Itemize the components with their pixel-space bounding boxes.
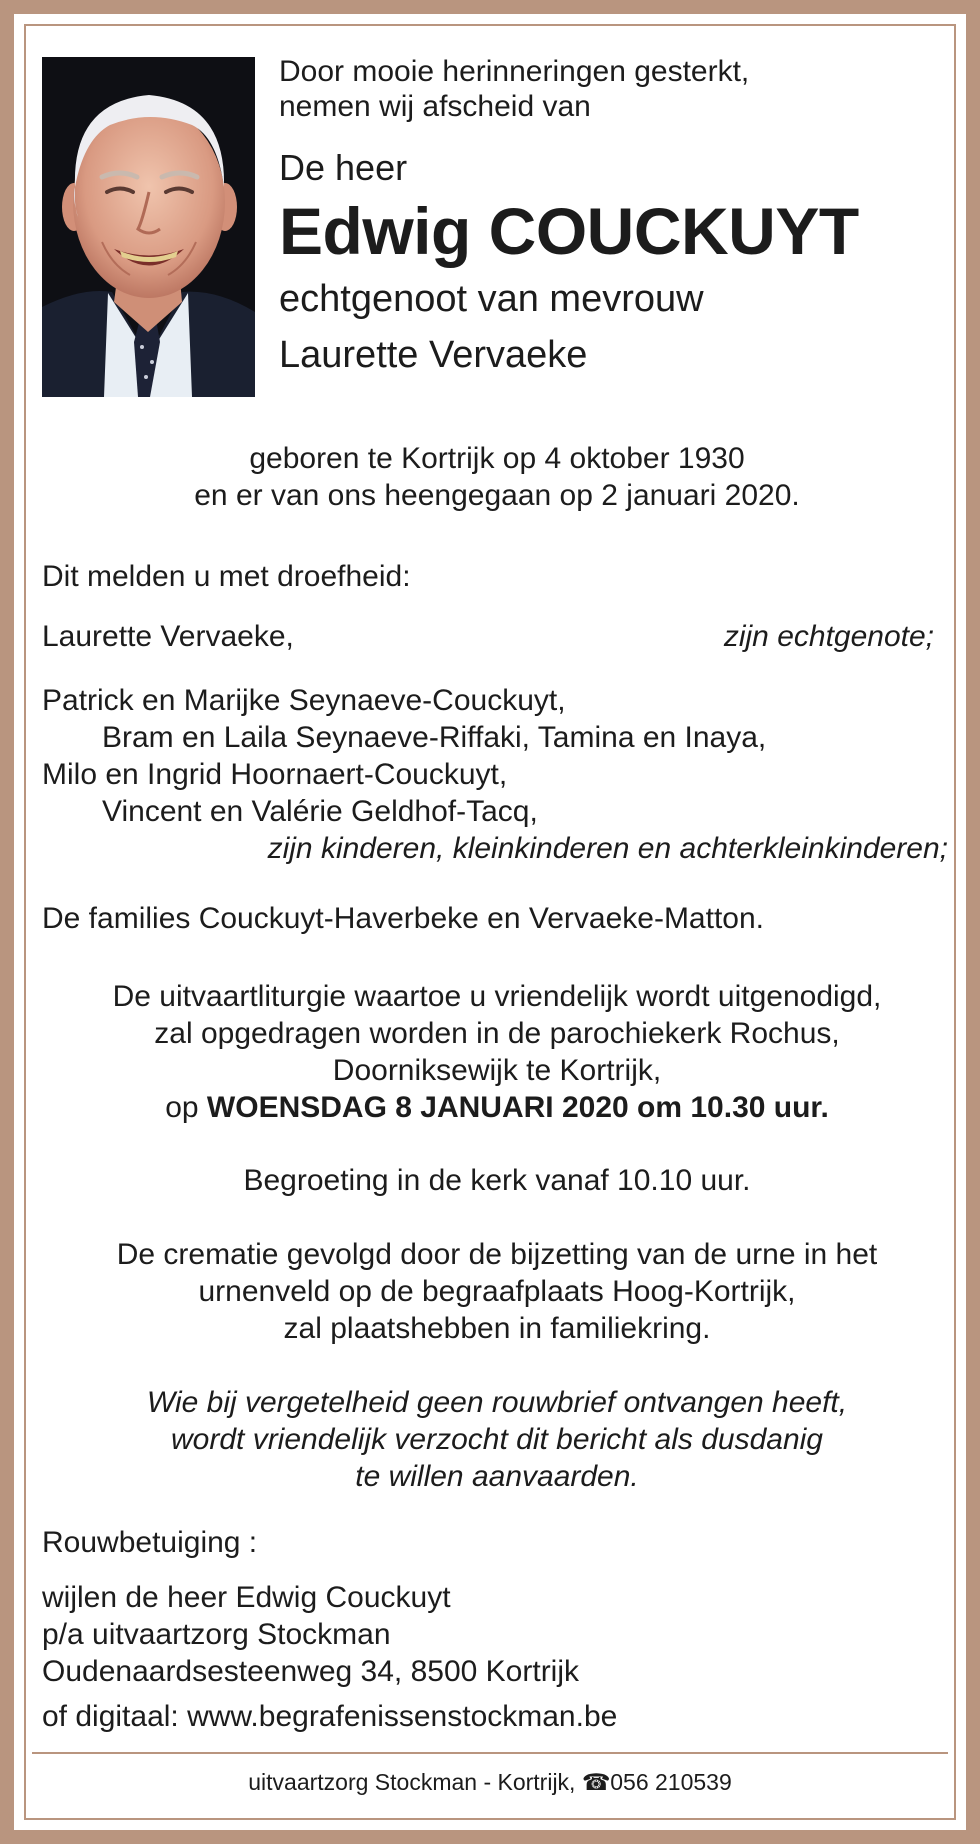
footer-divider bbox=[32, 1752, 948, 1754]
families-line bbox=[42, 900, 952, 937]
condolences-label: Rouwbetuiging : bbox=[42, 1526, 258, 1559]
greeting-block bbox=[42, 1162, 952, 1199]
spouse-line-1: echtgenoot van mevrouw bbox=[279, 278, 704, 320]
funeral-date: WOENSDAG 8 JANUARI 2020 om 10.30 uur. bbox=[206, 1091, 829, 1124]
portrait-illustration bbox=[42, 57, 255, 397]
birth-line-2: en er van ons heengegaan op 2 januari 2020. bbox=[194, 479, 800, 512]
intro-line-1: Door mooie herinneringen gesterkt, bbox=[279, 55, 750, 88]
cremation-block bbox=[42, 1236, 952, 1347]
families-text: De families Couckuyt-Haverbeke en Vervaeke-Matton. bbox=[42, 902, 764, 935]
notice-block bbox=[42, 1384, 952, 1495]
spouse-row bbox=[42, 618, 952, 655]
funeral-block bbox=[42, 978, 952, 1126]
condolences-line-3: Oudenaardsesteenweg 34, 8500 Kortrijk bbox=[42, 1655, 580, 1688]
funeral-line-1: De uitvaartliturgie waartoe u vriendelijk wordt uitgenodigd, bbox=[112, 980, 882, 1013]
notice-line-1: Wie bij vergetelheid geen rouwbrief ontvangen heeft, bbox=[146, 1386, 848, 1419]
condolences-block bbox=[42, 1524, 952, 1735]
header-text bbox=[279, 54, 939, 382]
cremation-line-3: zal plaatshebben in familiekring. bbox=[283, 1312, 711, 1345]
funeral-line-2: zal opgedragen worden in de parochiekerk Rochus, bbox=[154, 1017, 840, 1050]
birth-line-1: geboren te Kortrijk op 4 oktober 1930 bbox=[249, 442, 745, 475]
footer bbox=[26, 1767, 954, 1797]
intro-line-2: nemen wij afscheid van bbox=[279, 90, 591, 123]
cremation-line-1: De crematie gevolgd door de bijzetting van de urne in het bbox=[116, 1238, 878, 1271]
family-line: Patrick en Marijke Seynaeve-Couckuyt, bbox=[42, 684, 566, 717]
announcers-lead-text: Dit melden u met droefheid: bbox=[42, 560, 411, 593]
family-line: Bram en Laila Seynaeve-Riffaki, Tamina en Inaya, bbox=[102, 721, 767, 754]
funeral-date-line bbox=[42, 1089, 952, 1126]
cremation-line-2: urnenveld op de begraafplaats Hoog-Kortrijk, bbox=[198, 1275, 796, 1308]
condolences-line-2: p/a uitvaartzorg Stockman bbox=[42, 1618, 391, 1651]
footer-company: uitvaartzorg Stockman - Kortrijk, bbox=[248, 1769, 576, 1795]
funeral-line-3: Doorniksewijk te Kortrijk, bbox=[332, 1054, 662, 1087]
spouse-name: Laurette Vervaeke, bbox=[42, 620, 294, 653]
greeting-text: Begroeting in de kerk vanaf 10.10 uur. bbox=[243, 1164, 751, 1197]
spouse-line-2: Laurette Vervaeke bbox=[279, 334, 588, 376]
spouse-role: zijn echtgenote; bbox=[723, 620, 934, 653]
phone-icon: ☎ bbox=[581, 1769, 611, 1795]
condolences-line-1: wijlen de heer Edwig Couckuyt bbox=[42, 1581, 451, 1614]
family-line: Vincent en Valérie Geldhof-Tacq, bbox=[102, 795, 538, 828]
deceased-name: Edwig COUCKUYT bbox=[279, 194, 859, 268]
children-role: zijn kinderen, kleinkinderen en achterkleinkinderen; bbox=[267, 832, 948, 865]
birth-block bbox=[42, 440, 952, 514]
family-line: Milo en Ingrid Hoornaert-Couckuyt, bbox=[42, 758, 508, 791]
page-frame bbox=[14, 14, 966, 1830]
footer-phone[interactable]: 056 210539 bbox=[610, 1769, 732, 1795]
family-block bbox=[42, 682, 952, 867]
condolences-digital[interactable]: of digitaal: www.begrafenissenstockman.be bbox=[42, 1700, 618, 1733]
title-prefix: De heer bbox=[279, 147, 408, 188]
funeral-date-prefix: op bbox=[165, 1091, 207, 1124]
announcers-lead bbox=[42, 558, 952, 595]
portrait-photo bbox=[42, 57, 255, 397]
notice-line-2: wordt vriendelijk verzocht dit bericht als dusdanig bbox=[171, 1423, 823, 1456]
notice-line-3: te willen aanvaarden. bbox=[355, 1460, 639, 1493]
notice-card bbox=[24, 24, 956, 1820]
